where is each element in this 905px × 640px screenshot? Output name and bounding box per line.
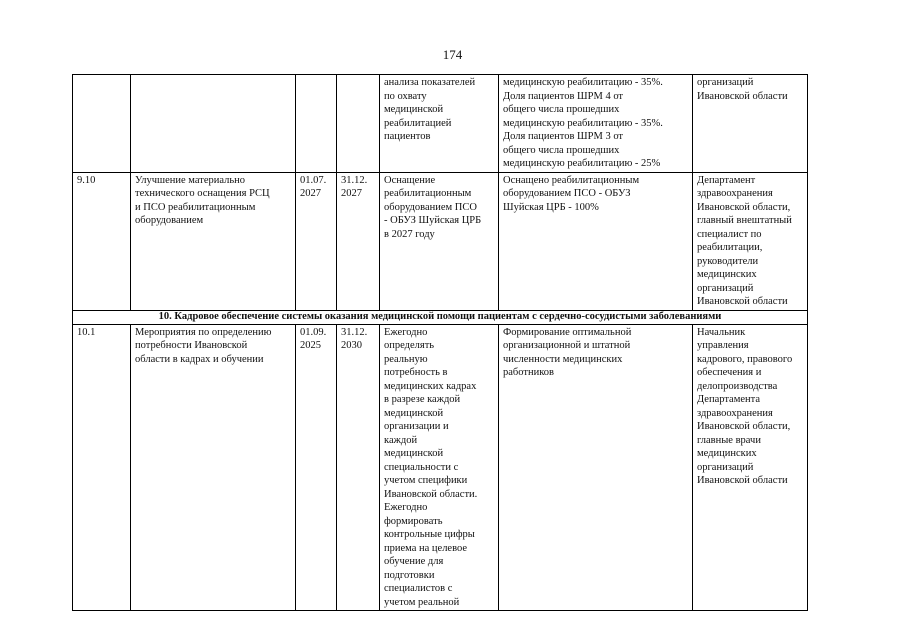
table-row [73, 75, 808, 173]
text-line: Начальник [697, 326, 746, 338]
text-line: медицинскую реабилитацию - 35%. [503, 77, 663, 88]
text-line: здравоохранения [697, 407, 773, 419]
text-line: руководители [697, 255, 759, 267]
activity-cell [380, 172, 499, 310]
text-line: и ПСО реабилитационным [135, 201, 256, 213]
activity-cell [380, 324, 499, 611]
text-line: 2025 [300, 340, 321, 351]
result-cell [499, 324, 693, 611]
text-line: организации и [384, 421, 449, 432]
text-line: по охвату [384, 90, 427, 102]
text-line: Ивановской области. [384, 488, 478, 500]
text-line: 2027 [300, 188, 321, 199]
text-line: здравоохранения [697, 188, 773, 199]
text-line: медицинской [384, 448, 444, 459]
text-line: делопроизводства [697, 380, 778, 392]
text-line: организаций [697, 77, 754, 88]
text-line: обеспечения и [697, 367, 762, 378]
event-name-cell [131, 172, 296, 310]
text-line: Оснащение [384, 174, 436, 186]
text-line: потребность в [384, 367, 448, 378]
text-line: Ежегодно [384, 502, 428, 513]
text-line: реабилитационным [384, 188, 472, 199]
text-line: Ивановской области [697, 475, 788, 486]
text-line: управления [697, 340, 749, 351]
page-number: 174 [442, 47, 463, 62]
text-line: общего числа прошедших [503, 144, 620, 156]
result-cell [499, 172, 693, 310]
start-date-cell [296, 324, 337, 611]
text-line: медицинскую реабилитацию - 25% [503, 158, 661, 169]
text-line: 2030 [341, 340, 362, 351]
text-line: организаций [697, 282, 754, 294]
text-line: реальную [384, 353, 428, 365]
text-line: 2027 [341, 188, 362, 199]
text-line: Департамент [697, 174, 756, 186]
text-line: кадрового, правового [697, 353, 793, 365]
text-line: приема на целевое [384, 542, 468, 554]
end-date-cell [337, 172, 380, 310]
text-line: реабилитацией [384, 117, 452, 129]
text-line: Ежегодно [384, 326, 428, 338]
text-line: Департамента [697, 394, 761, 405]
text-line: Доля пациентов ШРМ 4 от [503, 90, 624, 102]
text-line: медицинских [697, 269, 757, 280]
text-line: организаций [697, 461, 754, 473]
text-line: медицинских [697, 448, 757, 459]
text-line: области в кадрах и обучении [135, 353, 264, 365]
text-line: Мероприятия по определению [135, 326, 272, 338]
text-line: Ивановской области, [697, 421, 791, 432]
section-header-row [73, 310, 808, 324]
responsible-cell [693, 75, 808, 173]
row-number-cell: 9.10 [73, 172, 131, 310]
start-date-cell [296, 172, 337, 310]
text-line: организационной и штатной [503, 340, 631, 351]
text-line: главные врачи [697, 434, 761, 446]
responsible-cell [693, 324, 808, 611]
row-number-cell [73, 75, 131, 173]
text-line: учетом специфики [384, 475, 468, 486]
text-line: пациентов [384, 131, 431, 142]
text-line: Доля пациентов ШРМ 3 от [503, 131, 624, 142]
text-line: контрольные цифры [384, 529, 475, 540]
text-line: главный внештатный [697, 215, 792, 226]
text-line: учетом реальной [384, 596, 460, 608]
text-line: формировать [384, 515, 443, 527]
event-name-cell [131, 324, 296, 611]
text-line: реабилитации, [697, 242, 763, 253]
text-line: Формирование оптимальной [503, 326, 632, 338]
text-line: в разрезе каждой [384, 394, 461, 405]
text-line: Улучшение материально [135, 174, 246, 186]
text-line: 31.12. [341, 326, 368, 338]
text-line: работников [503, 367, 554, 378]
text-line: определять [384, 340, 435, 351]
text-line: технического оснащения РСЦ [135, 188, 270, 199]
text-line: Оснащено реабилитационным [503, 174, 640, 186]
event-name-cell [131, 75, 296, 173]
end-date-cell [337, 75, 380, 173]
text-line: медицинской [384, 407, 444, 419]
text-line: медицинской [384, 104, 444, 115]
text-line: - ОБУЗ Шуйская ЦРБ [384, 215, 482, 226]
end-date-cell [337, 324, 380, 611]
text-line: потребности Ивановской [135, 340, 248, 351]
text-line: в 2027 году [384, 228, 435, 240]
text-line: специальности с [384, 461, 459, 473]
text-line: подготовки [384, 569, 435, 581]
text-line: Ивановской области, [697, 201, 791, 213]
text-line: Шуйская ЦРБ - 100% [503, 201, 599, 213]
text-line: медицинскую реабилитацию - 35%. [503, 117, 663, 129]
text-line: специалистов с [384, 583, 453, 594]
text-line: каждой [384, 434, 418, 446]
plan-table [72, 74, 808, 611]
text-line: Ивановской области [697, 90, 788, 102]
section-title: 10. Кадровое обеспечение системы оказания медицинской помощи пациентам с сердечно-сосудистыми заболеваниями [73, 310, 808, 324]
text-line: оборудованием [135, 215, 204, 226]
responsible-cell [693, 172, 808, 310]
text-line: 01.09. [300, 326, 327, 338]
table-row [73, 172, 808, 310]
activity-cell [380, 75, 499, 173]
text-line: обучение для [384, 556, 444, 567]
table-row [73, 324, 808, 611]
text-line: численности медицинских [503, 353, 623, 365]
text-line: медицинских кадрах [384, 380, 477, 392]
text-line: 01.07. [300, 174, 327, 186]
start-date-cell [296, 75, 337, 173]
text-line: оборудованием ПСО [384, 201, 477, 213]
text-line: 31.12. [341, 174, 368, 186]
text-line: общего числа прошедших [503, 104, 620, 115]
text-line: специалист по [697, 228, 762, 240]
text-line: Ивановской области [697, 296, 788, 307]
text-line: оборудованием ПСО - ОБУЗ [503, 188, 631, 199]
row-number-cell: 10.1 [73, 324, 131, 611]
text-line: анализа показателей [384, 77, 476, 88]
result-cell [499, 75, 693, 173]
